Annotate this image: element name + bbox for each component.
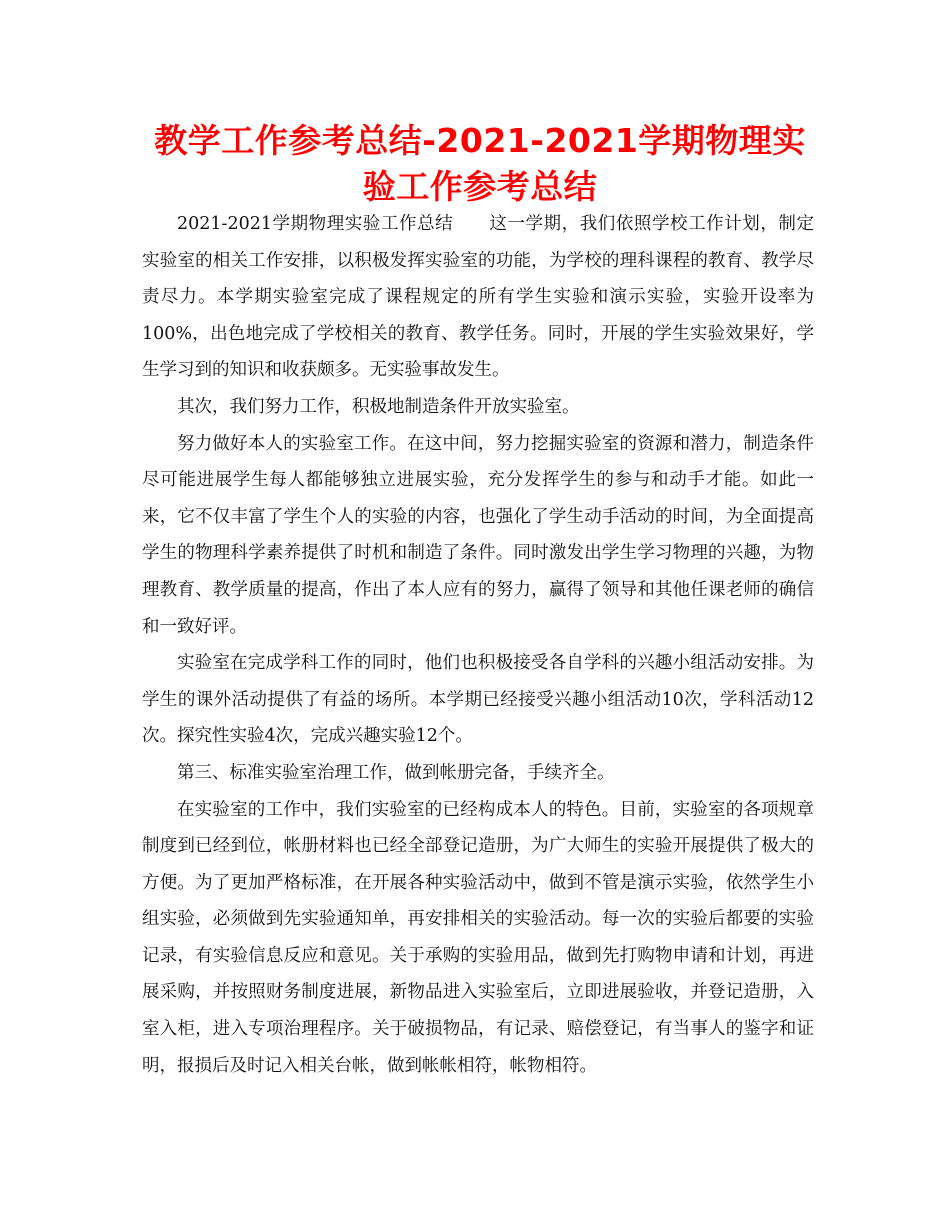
paragraph-second-heading: 其次，我们努力工作，积极地制造条件开放实验室。 [177,396,580,417]
paragraph-management: 在实验室的工作中，我们实验室的已经构成本人的特色。目前，实验室的各项规章制度到已经到位，帐册材料也已经全部登记造册，为广大师生的实验开展提供了极大的方便。为了更加严格标准，在开展各种实验活动中，做到不管是演示实验，依然学生小组实验，必须做到先实验通知单，再安排相关的实验活动。每一次的实验后都要的实验记录，有实验信息反应和意见。关于承购的实验用品，做到先打购物申请和计划，再进展采购，并按照财务制度进展，新物品进入实验室后，立即进展验收，并登记造册，入室入柜，进入专项治理程序。关于破损物品，有记录、赔偿登记，有当事人的鉴字和证明，报损后及时记入相关台帐，做到帐帐相符，帐物相符。 [142,799,814,1076]
paragraph-lab-work: 努力做好本人的实验室工作。在这中间，努力挖掘实验室的资源和潜力，制造条件尽可能进展学生每人都能够独立进展实验，充分发挥学生的参与和动手才能。如此一来，它不仅丰富了学生个人的实验的内容，也强化了学生动手活动的时间，为全面提高学生的物理科学素养提供了时机和制造了条件。同时激发出学生学习物理的兴趣，为物理教育、教学质量的提高，作出了本人应有的努力，赢得了领导和其他任课老师的确信和一致好评。 [142,433,814,637]
paragraph-interest-groups: 实验室在完成学科工作的同时，他们也积极接受各自学科的兴趣小组活动安排。为学生的课外活动提供了有益的场所。本学期已经接受兴趣小组活动10次，学科活动12次。探究性实验4次，完成兴趣实验12个。 [142,653,814,747]
paragraph-third-heading: 第三、标准实验室治理工作，做到帐册完备，手续齐全。 [177,762,615,783]
document-title: 教学工作参考总结-2021-2021学期物理实验工作参考总结 [154,121,806,206]
document-body [142,206,814,1084]
paragraph-intro: 2021-2021学期物理实验工作总结 这一学期，我们依照学校工作计划，制定实验室的相关工作安排，以积极发挥实验室的功能，为学校的理科课程的教育、教学尽责尽力。本学期实验室完成了课程规定的所有学生实验和演示实验，实验开设率为100%，出色地完成了学校相关的教育、教学任务。同时，开展的学生实验效果好，学生学习到的知识和收获颇多。无实验事故发生。 [142,214,814,381]
